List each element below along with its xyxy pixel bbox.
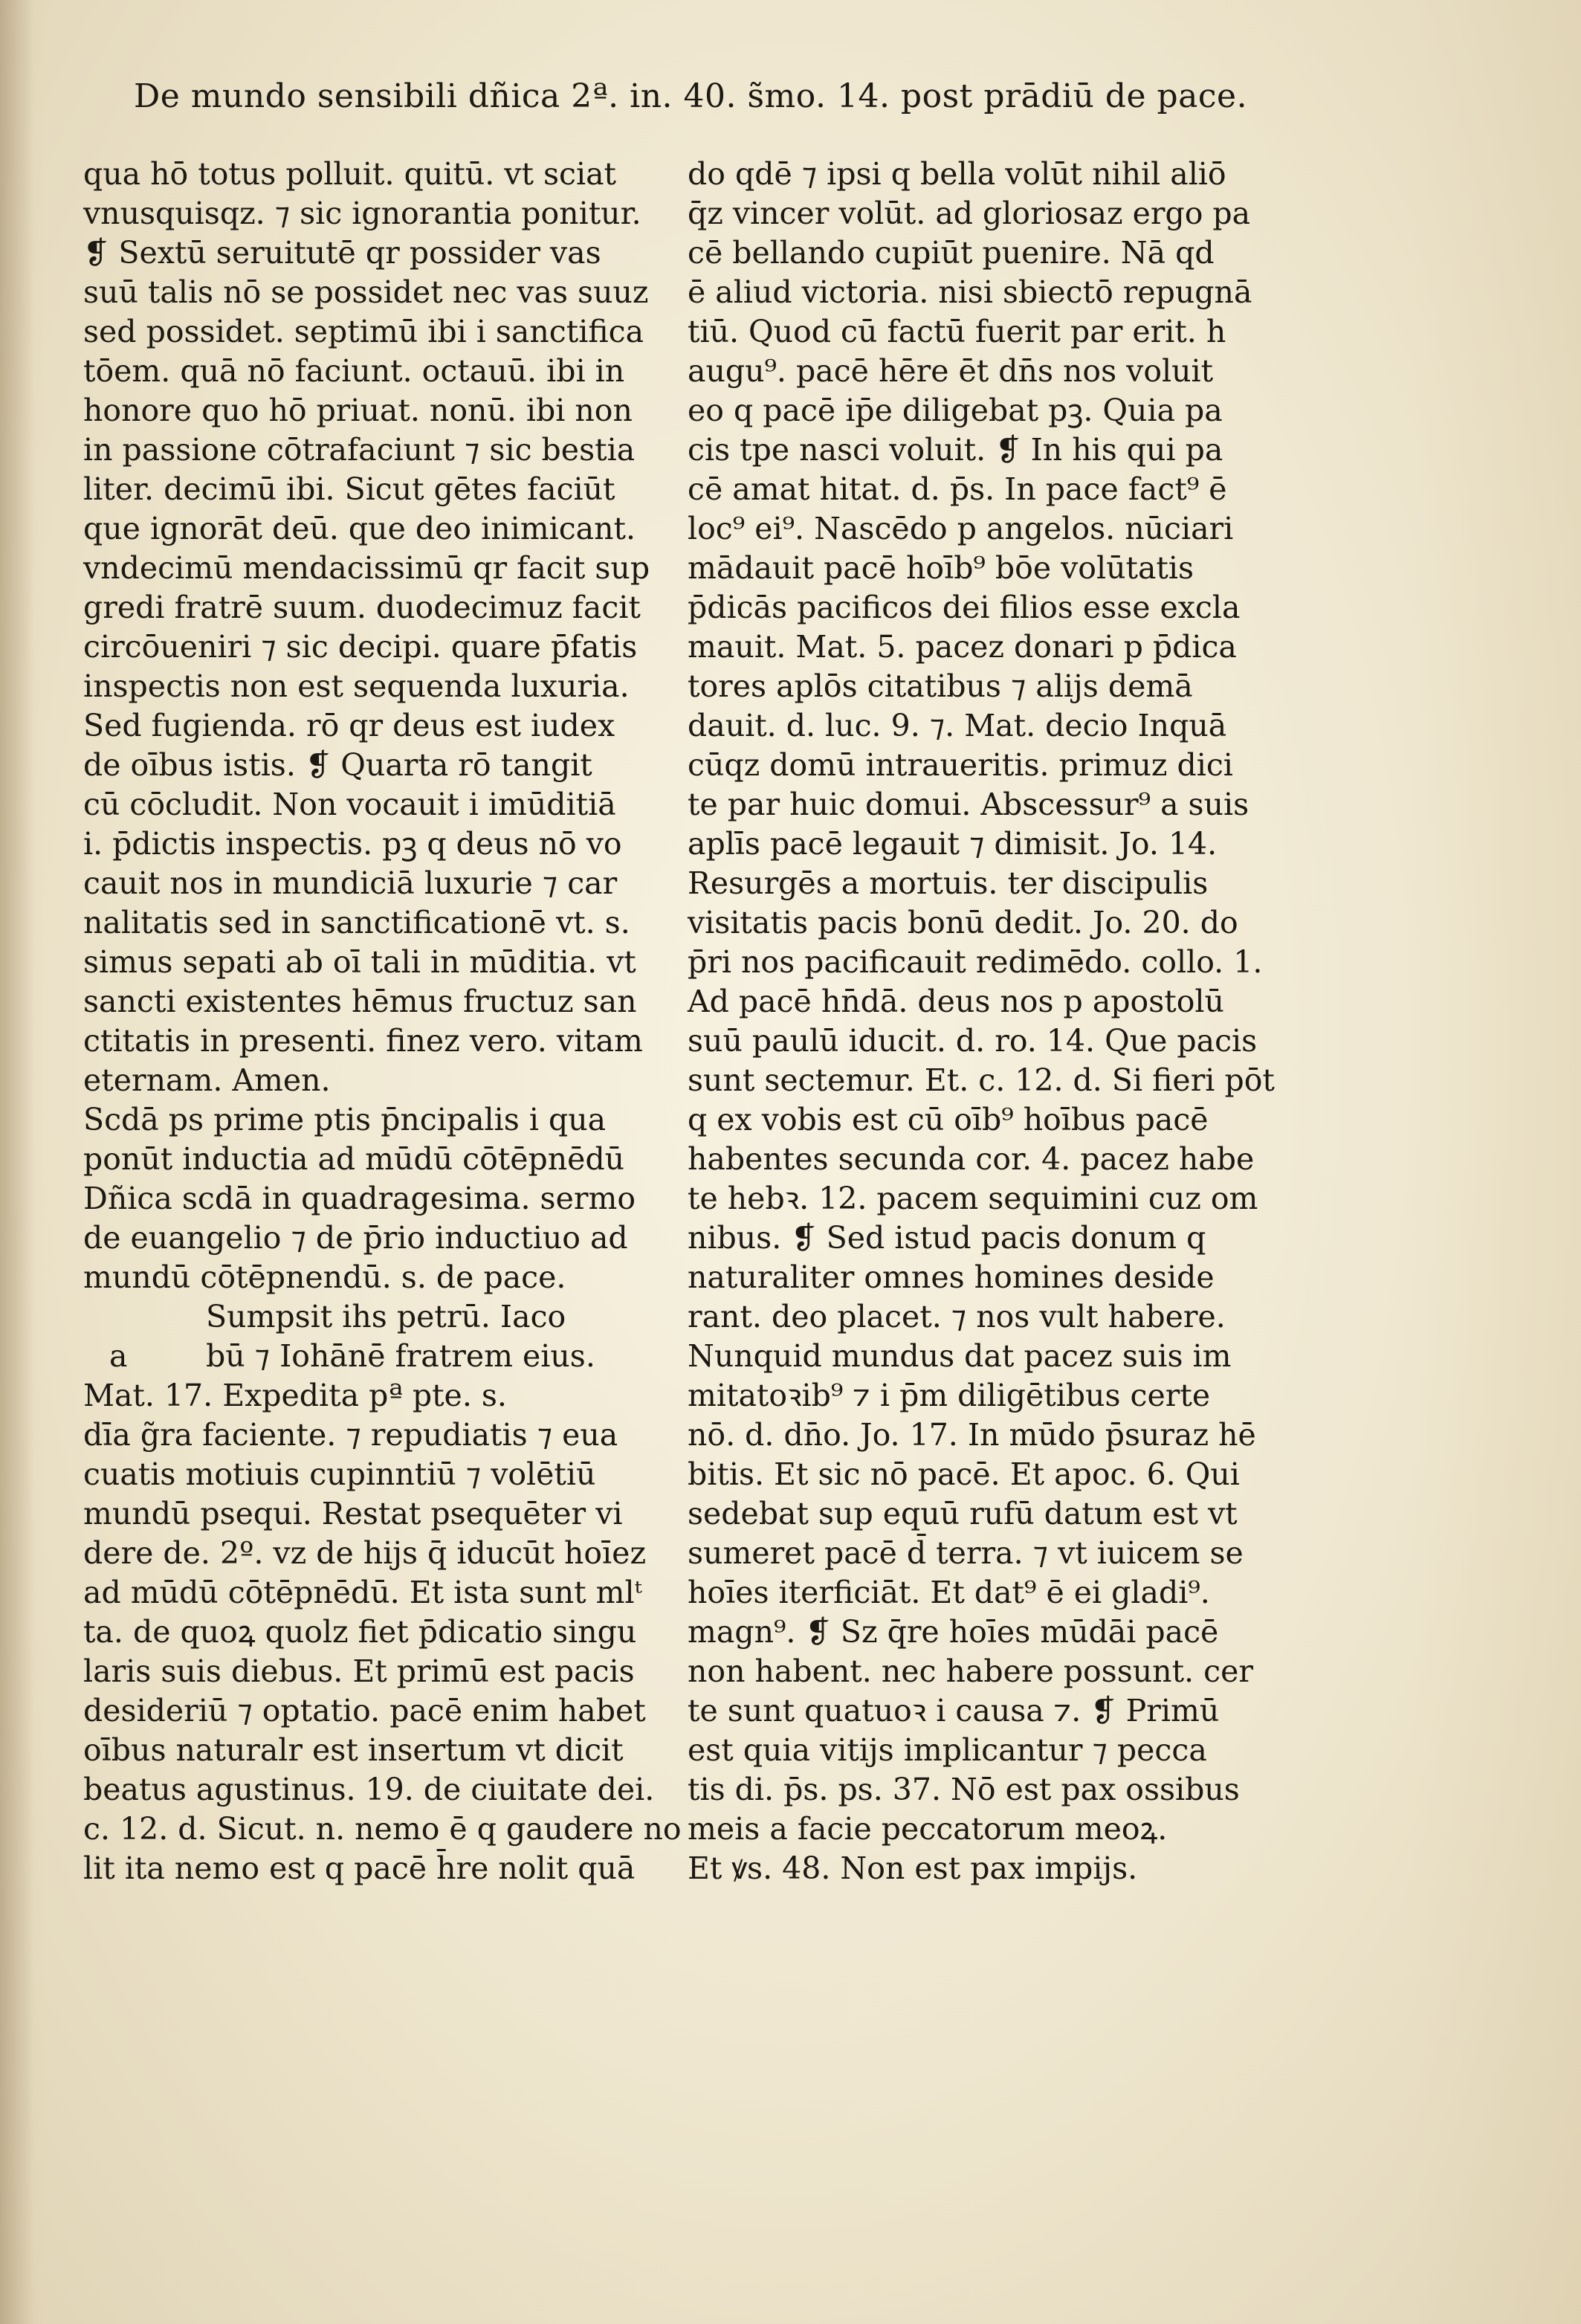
text-line: cē bellando cupiūt puenire. Nā qd <box>688 235 1215 271</box>
text-line: sedebat sup equū rufū datum est vt <box>688 1496 1238 1531</box>
text-line: oībus naturalr est insertum vt dicit <box>83 1732 624 1768</box>
text-line: sunt sectemur. Et. c. 12. d. Si fieri pōt <box>688 1062 1275 1098</box>
text-line: gredi fratrē suum. duodecimuz facit <box>83 590 641 625</box>
text-line: eo q pacē ip̄e diligebat pꝫ. Quia pa <box>688 393 1223 428</box>
running-title: De mundo sensibili dñica 2ª. in. 40. s̃mo. 14. post prādiū de pace. <box>134 77 1248 115</box>
text-line: eternam. Amen. <box>83 1062 331 1098</box>
left-column <box>83 155 685 1888</box>
text-line: de euangelio ⁊ de p̄rio inductiuo ad <box>83 1220 628 1256</box>
text-line: magn⁹. ❡ Sz q̄re hoīes mūdāi pacē <box>688 1614 1219 1650</box>
text-line: inspectis non est sequenda luxuria. <box>83 668 630 704</box>
text-line: ❡ Sextū seruitutē qr possider vas <box>83 235 601 271</box>
initial-letter-mark: a <box>109 1338 128 1374</box>
text-line: de oībus istis. ❡ Quarta rō tangit <box>83 747 592 783</box>
text-line: mundū cōtēpnendū. s. de pace. <box>83 1259 566 1295</box>
text-line: liter. decimū ibi. Sicut gētes faciūt <box>83 471 615 507</box>
text-line: tores aplōs citatibus ⁊ alijs demā <box>688 668 1193 704</box>
text-line: desideriū ⁊ optatio. pacē enim habet <box>83 1693 646 1729</box>
text-line: te sunt quatuoꝛ i causa ⁊. ❡ Primū <box>688 1693 1220 1729</box>
text-line: Nunquid mundus dat pacez suis im <box>688 1338 1232 1374</box>
indented-line <box>83 1297 685 1337</box>
text-line: honore quo hō priuat. nonū. ibi non <box>83 393 633 428</box>
text-line: p̄ri nos pacificauit redimēdo. collo. 1. <box>688 944 1263 980</box>
text-line: beatus agustinus. 19. de ciuitate dei. <box>83 1772 655 1807</box>
text-line: non habent. nec habere possunt. cer <box>688 1653 1253 1689</box>
text-line: ē aliud victoria. nisi sbiectō repugnā <box>688 274 1252 310</box>
text-line: cū cōcludit. Non vocauit i imūditiā <box>83 787 616 822</box>
text-line: Scdā ps prime ptis p̄ncipalis i qua <box>83 1102 607 1137</box>
text-line: ctitatis in presenti. finez vero. vitam <box>83 1023 643 1059</box>
text-line: cuatis motiuis cupinntiū ⁊ volētiū <box>83 1456 596 1492</box>
text-line: sed possidet. septimū ibi i sanctifica <box>83 314 644 349</box>
text-line: te hebꝛ. 12. pacem sequimini cuz om <box>688 1181 1258 1216</box>
text-line: Resurgēs a mortuis. ter discipulis <box>688 865 1209 901</box>
text-line: vndecimū mendacissimū qr facit sup <box>83 550 650 586</box>
right-column <box>688 155 1290 1888</box>
text-line: aplīs pacē legauit ⁊ dimisit. Jo. 14. <box>688 826 1218 862</box>
text-line: Et ꝟs. 48. Non est pax impijs. <box>688 1850 1138 1886</box>
text-line: suū paulū iducit. d. ro. 14. Que pacis <box>688 1023 1258 1059</box>
text-line: dīa g̃ra faciente. ⁊ repudiatis ⁊ eua <box>83 1417 618 1453</box>
text-line: laris suis diebus. Et primū est pacis <box>83 1653 635 1689</box>
text-line: naturaliter omnes homines deside <box>688 1259 1215 1295</box>
text-line: Sed fugienda. rō qr deus est iudex <box>83 708 615 743</box>
text-line: qua hō totus polluit. quitū. vt sciat <box>83 156 616 192</box>
text-line: augu⁹. pacē hēre ēt dn̄s nos voluit <box>688 353 1214 389</box>
text-line: vnusquisqz. ⁊ sic ignorantia ponitur. <box>83 196 641 231</box>
text-line: cē amat hitat. d. p̄s. In pace fact⁹ ē <box>688 471 1227 507</box>
text-line: meis a facie peccatorum meoꝝ. <box>688 1811 1168 1847</box>
text-line: sumeret pacē d̄ terra. ⁊ vt iuicem se <box>688 1535 1244 1571</box>
text-line: q̄z vincer volūt. ad gloriosaz ergo pa <box>688 196 1251 231</box>
text-line: in passione cōtrafaciunt ⁊ sic bestia <box>83 432 636 468</box>
text-line: bitis. Et sic nō pacē. Et apoc. 6. Qui <box>688 1456 1240 1492</box>
text-line: i. p̄dictis inspectis. pꝫ q deus nō vo <box>83 826 622 862</box>
text-line: do qdē ⁊ ipsi q bella volūt nihil aliō <box>688 156 1226 192</box>
text-line: mitatoꝛib⁹ ⁊ i p̄m diligētibus certe <box>688 1378 1211 1413</box>
text-line: habentes secunda cor. 4. pacez habe <box>688 1141 1255 1177</box>
text-line: nibus. ❡ Sed istud pacis donum q <box>688 1220 1206 1256</box>
text-line: te par huic domui. Abscessur⁹ a suis <box>688 787 1249 822</box>
text-line: nō. d. dn̄o. Jo. 17. In mūdo p̄suraz hē <box>688 1417 1256 1453</box>
text-line: que ignorāt deū. que deo inimicant. <box>83 511 636 546</box>
text-line: est quia vitijs implicantur ⁊ pecca <box>688 1732 1207 1768</box>
text-line: loc⁹ ei⁹. Nascēdo p angelos. nūciari <box>688 511 1234 546</box>
text-line: ta. de quoꝝ quolz fiet p̄dicatio singu <box>83 1614 637 1650</box>
text-line: rant. deo placet. ⁊ nos vult habere. <box>688 1299 1226 1334</box>
text-line: simus sepati ab oī tali in mūditia. vt <box>83 944 636 980</box>
text-line: mundū psequi. Restat psequēter vi <box>83 1496 623 1531</box>
text-line: Ad pacē hn̄dā. deus nos p apostolū <box>688 984 1224 1019</box>
text-line: visitatis pacis bonū dedit. Jo. 20. do <box>688 905 1238 940</box>
text-line: p̄dicās pacificos dei filios esse excla <box>688 590 1241 625</box>
text-line: cis tpe nasci voluit. ❡ In his qui pa <box>688 432 1223 468</box>
text-line: Dñica scdā in quadragesima. sermo <box>83 1181 636 1216</box>
text-line: hoīes iterficiāt. Et dat⁹ ē ei gladi⁹. <box>688 1575 1210 1610</box>
text-line: c. 12. d. Sicut. n. nemo ē q gaudere no <box>83 1811 682 1847</box>
text-line: cauit nos in mundiciā luxurie ⁊ car <box>83 865 618 901</box>
text-line: suū talis nō se possidet nec vas suuz <box>83 274 649 310</box>
text-line: tōem. quā nō faciunt. octauū. ibi in <box>83 353 625 389</box>
indent-line-text: bū ⁊ Iohānē fratrem eius. <box>206 1338 595 1374</box>
text-line: tis di. p̄s. ps. 37. Nō est pax ossibus <box>688 1772 1240 1807</box>
text-line: mādauit pacē hoīb⁹ bōe volūtatis <box>688 550 1194 586</box>
text-line: circōueniri ⁊ sic decipi. quare p̄fatis <box>83 629 638 665</box>
text-line: sancti existentes hēmus fructuz san <box>83 984 637 1019</box>
text-line: nalitatis sed in sanctificationē vt. s. <box>83 905 630 940</box>
text-line: ad mūdū cōtēpnēdū. Et ista sunt mlᵗ <box>83 1575 642 1610</box>
indent-line-text: Sumpsit ihs petrū. Iaco <box>206 1299 566 1334</box>
text-line: dere de. 2º. vz de hijs q̄ iducūt hoīez <box>83 1535 647 1571</box>
text-line: q ex vobis est cū oīb⁹ hoībus pacē <box>688 1102 1209 1137</box>
text-line: ponūt inductia ad mūdū cōtēpnēdū <box>83 1141 625 1177</box>
indented-line <box>83 1337 685 1376</box>
text-line: tiū. Quod cū factū fuerit par erit. h <box>688 314 1226 349</box>
text-line: cūqz domū intraueritis. primuz dici <box>688 747 1233 783</box>
text-line: Mat. 17. Expedita pª pte. s. <box>83 1378 507 1413</box>
text-line: lit ita nemo est q pacē h̄re nolit quā <box>83 1850 636 1886</box>
text-line: dauit. d. luc. 9. ⁊. Mat. decio Inquā <box>688 708 1227 743</box>
text-line: mauit. Mat. 5. pacez donari p p̄dica <box>688 629 1237 665</box>
